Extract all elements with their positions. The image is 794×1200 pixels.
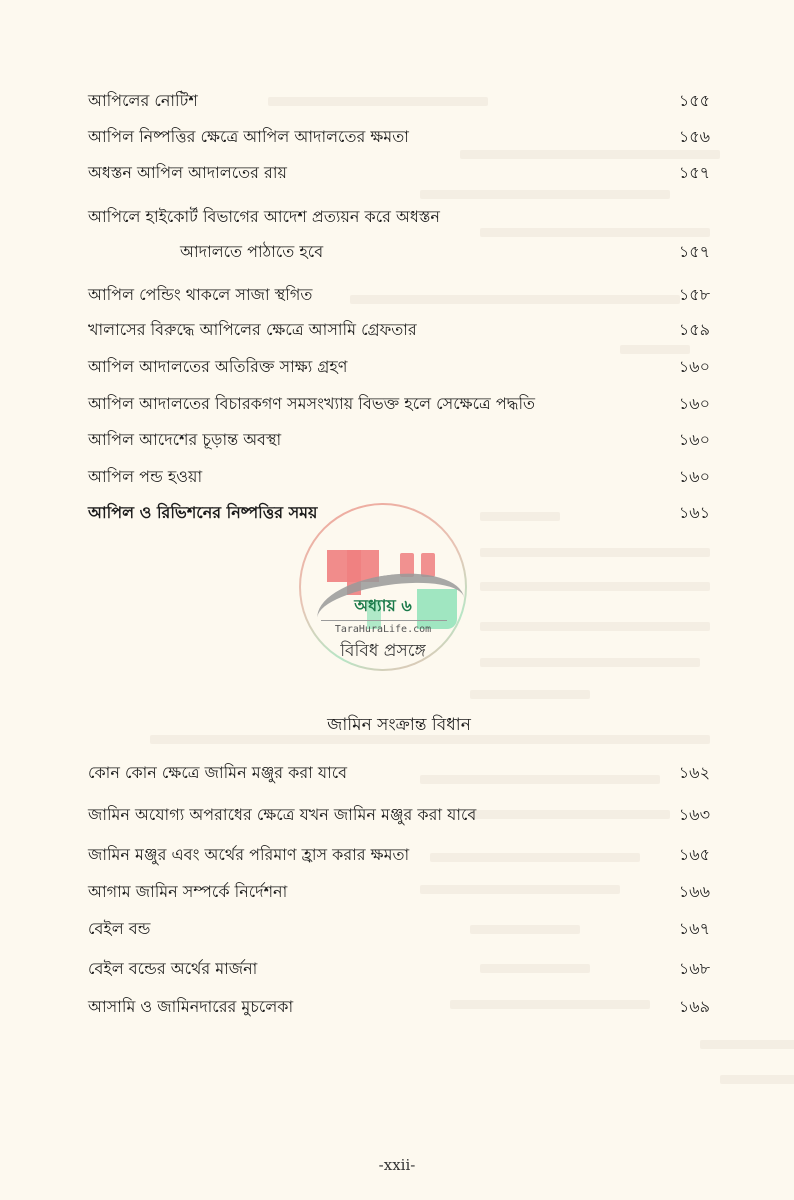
toc-entry-page: ১৫৬ xyxy=(678,127,710,146)
toc-entry-title: আপিল আদেশের চূড়ান্ত অবস্থা xyxy=(88,430,282,449)
toc-entry[interactable] xyxy=(88,389,710,419)
toc-entry-title: আপিলে হাইকোর্ট বিভাগের আদেশ প্রত্যয়ন করে অধস্তন xyxy=(88,207,440,226)
toc-entry-continuation[interactable] xyxy=(88,237,710,267)
toc-entry-title: আপিল আদালতের অতিরিক্ত সাক্ষ্য গ্রহণ xyxy=(88,357,348,376)
chapter-number: অধ্যায় ৬ xyxy=(354,596,412,615)
toc-entry-title: খালাসের বিরুদ্ধে আপিলের ক্ষেত্রে আসামি গ্রেফতার xyxy=(88,320,417,339)
toc-entry[interactable] xyxy=(88,758,710,788)
toc-entry-page: ১৫৭ xyxy=(678,242,710,261)
toc-entry-title: আসামি ও জামিনদারের মুচলেকা xyxy=(88,997,294,1016)
toc-entry-title: আগাম জামিন সম্পর্কে নির্দেশনা xyxy=(88,882,288,901)
toc-entry[interactable] xyxy=(88,992,710,1022)
toc-entry-page: ১৬৭ xyxy=(678,919,710,938)
toc-entry[interactable] xyxy=(88,800,710,830)
toc-entry-page: ১৫৫ xyxy=(678,91,710,110)
toc-entry[interactable] xyxy=(88,352,710,382)
toc-entry-page: ১৬৯ xyxy=(678,997,710,1016)
page-number: -xxii- xyxy=(378,1156,416,1174)
toc-entry-title: বেইল বন্ডের অর্থের মার্জনা xyxy=(88,959,258,978)
toc-entry-page: ১৬০ xyxy=(678,467,710,486)
toc-entry-title: আপিল ও রিভিশনের নিষ্পত্তির সময় xyxy=(88,503,318,522)
chapter-divider xyxy=(321,620,447,621)
toc-entry-page: ১৫৭ xyxy=(678,163,710,182)
toc-entry[interactable] xyxy=(88,158,710,188)
toc-entry-title: আদালতে পাঠাতে হবে xyxy=(180,242,324,261)
toc-entry-page: ১৫৮ xyxy=(678,285,710,304)
toc-entry-title: আপিল পেন্ডিং থাকলে সাজা স্থগিত xyxy=(88,285,313,304)
toc-entry[interactable] xyxy=(88,840,710,870)
toc-entry-page: ১৬২ xyxy=(678,763,710,782)
toc-entry-title: কোন কোন ক্ষেত্রে জামিন মঞ্জুর করা যাবে xyxy=(88,763,348,782)
toc-entry-page: ১৬০ xyxy=(678,430,710,449)
toc-entry-page: ১৬৫ xyxy=(678,845,710,864)
toc-entry[interactable] xyxy=(88,202,710,232)
toc-entry[interactable] xyxy=(88,122,710,152)
toc-entry[interactable] xyxy=(88,462,710,492)
toc-entry[interactable] xyxy=(88,280,710,310)
toc-entry-title: আপিলের নোটিশ xyxy=(88,91,198,110)
section-heading: জামিন সংক্রান্ত বিধান xyxy=(327,715,471,735)
toc-entry[interactable] xyxy=(88,315,710,345)
toc-entry-page: ১৬১ xyxy=(678,503,710,522)
toc-entry-title: অধস্তন আপিল আদালতের রায় xyxy=(88,163,287,182)
toc-entry[interactable] xyxy=(88,86,710,116)
toc-entry-title: বেইল বন্ড xyxy=(88,919,151,938)
toc-entry-page: ১৬৬ xyxy=(678,882,710,901)
toc-entry-title: জামিন মঞ্জুর এবং অর্থের পরিমাণ হ্রাস করার ক্ষমতা xyxy=(88,845,410,864)
watermark-site-text: TaraHuraLife.com xyxy=(334,624,432,635)
toc-entry[interactable] xyxy=(88,914,710,944)
toc-entry-title: আপিল পন্ড হওয়া xyxy=(88,467,203,486)
toc-entry[interactable] xyxy=(88,954,710,984)
toc-entry-page: ১৬০ xyxy=(678,357,710,376)
toc-entry-title: আপিল আদালতের বিচারকগণ সমসংখ্যায় বিভক্ত হলে সেক্ষেত্রে পদ্ধতি xyxy=(88,394,536,413)
toc-entry[interactable] xyxy=(88,877,710,907)
toc-entry-page: ১৫৯ xyxy=(678,320,710,339)
toc-entry-title: আপিল নিষ্পত্তির ক্ষেত্রে আপিল আদালতের ক্ষমতা xyxy=(88,127,409,146)
chapter-title: বিবিধ প্রসঙ্গে xyxy=(340,641,426,661)
chapter-header-watermark xyxy=(299,503,467,671)
toc-entry-page: ১৬০ xyxy=(678,394,710,413)
toc-entry-page: ১৬৩ xyxy=(678,805,710,824)
toc-entry[interactable] xyxy=(88,425,710,455)
toc-entry-page: ১৬৮ xyxy=(678,959,710,978)
toc-entry-title: জামিন অযোগ্য অপরাধের ক্ষেত্রে যখন জামিন মঞ্জুর করা যাবে xyxy=(88,805,477,824)
